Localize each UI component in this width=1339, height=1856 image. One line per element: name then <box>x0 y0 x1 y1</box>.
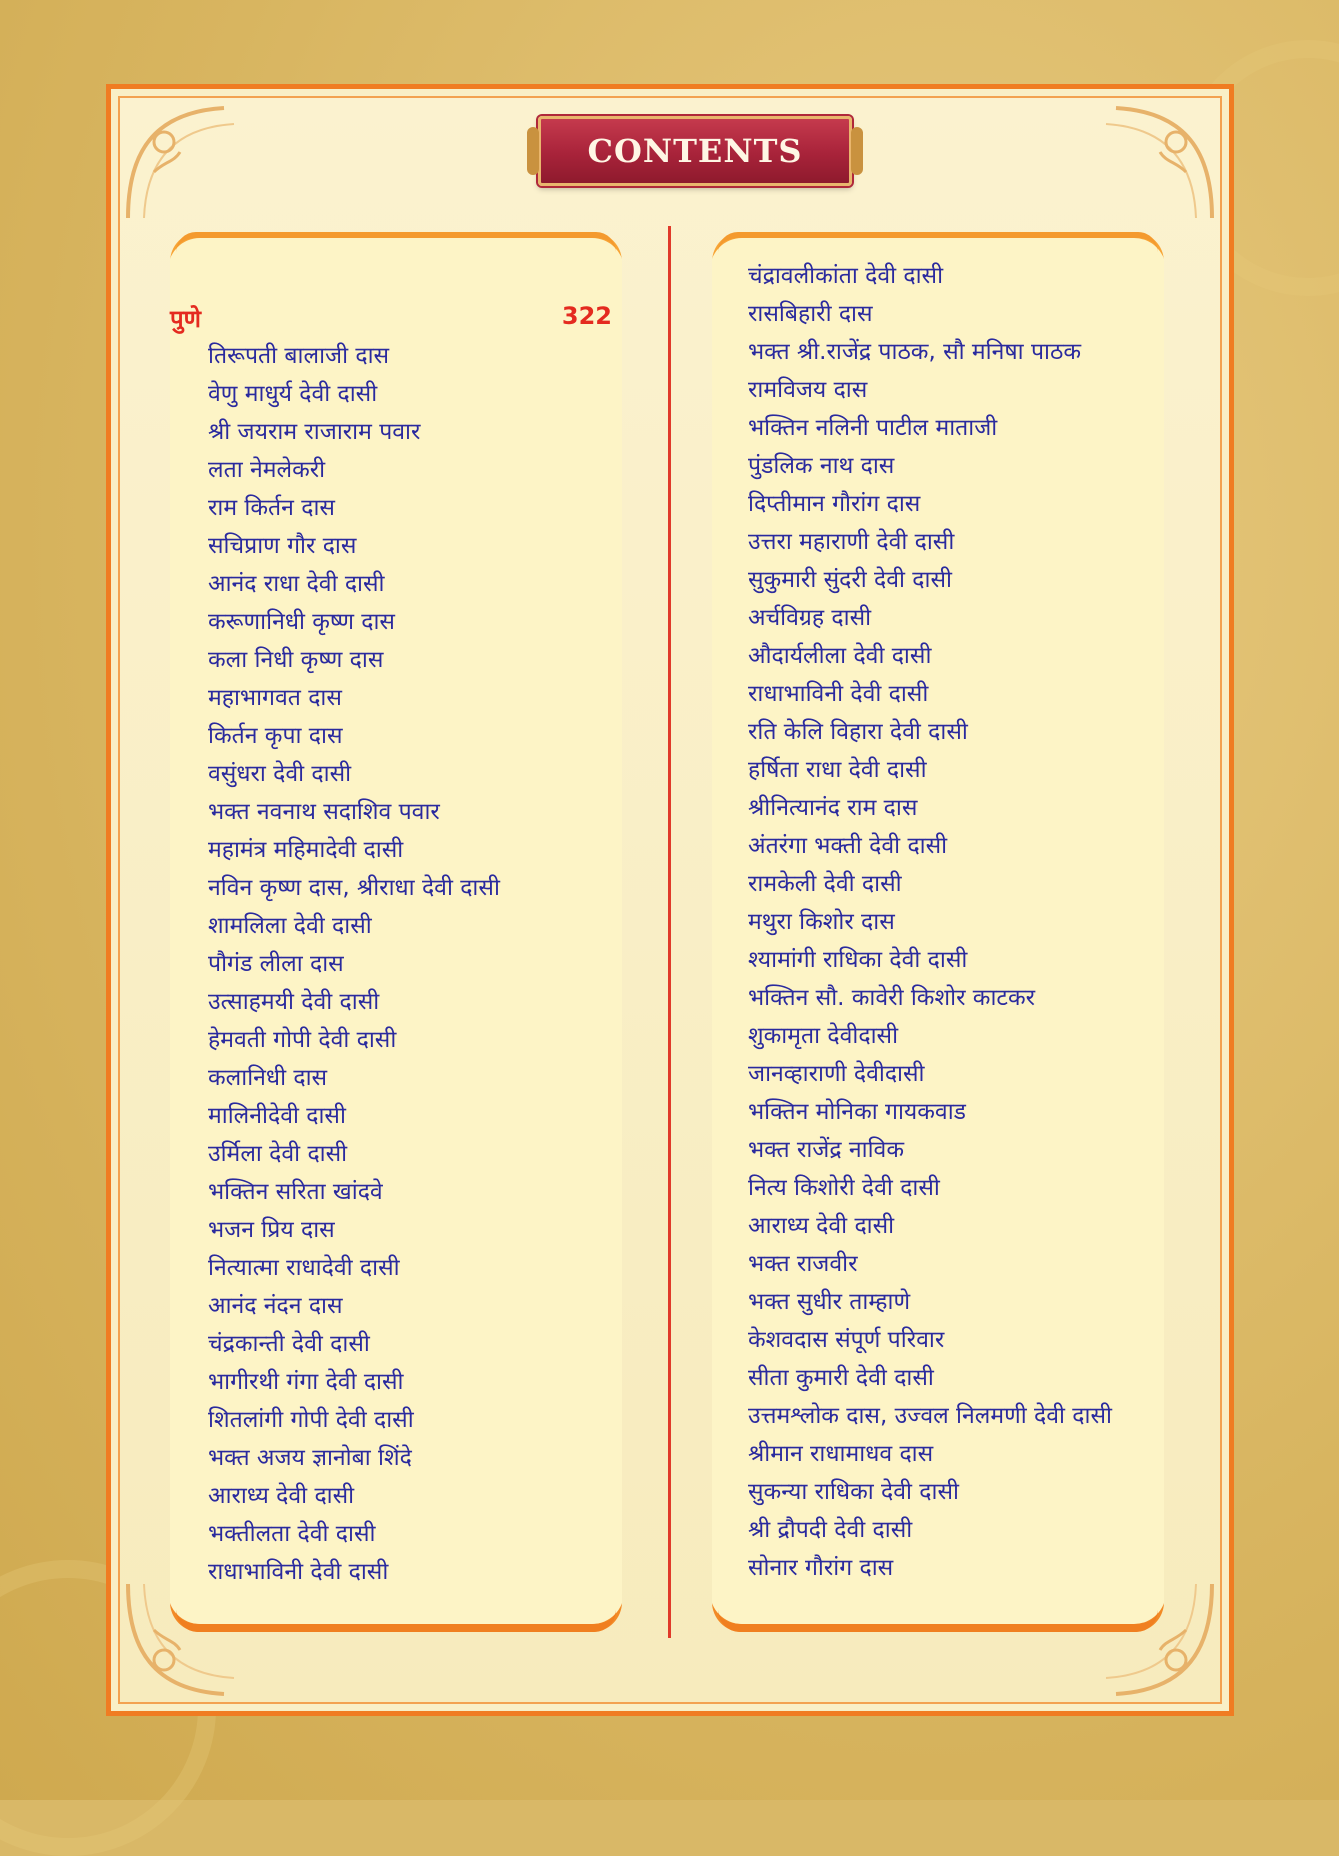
corner-ornament-icon <box>1096 102 1216 222</box>
contents-entry: रासबिहारी दास <box>748 301 873 327</box>
contents-entry: नित्य किशोरी देवी दासी <box>748 1175 940 1201</box>
contents-entry: श्यामांगी राधिका देवी दासी <box>748 947 968 973</box>
corner-ornament-icon <box>124 102 244 222</box>
contents-entry: हेमवती गोपी देवी दासी <box>208 1027 397 1053</box>
contents-entry: उर्मिला देवी दासी <box>208 1141 348 1167</box>
contents-entry: सुकुमारी सुंदरी देवी दासी <box>748 567 952 593</box>
right-entry-list <box>748 257 1112 1587</box>
contents-entry: रति केलि विहारा देवी दासी <box>748 719 968 745</box>
contents-entry: करूणानिधी कृष्ण दास <box>208 609 395 635</box>
section-title: पुणे <box>170 305 201 333</box>
contents-entry: भक्त अजय ज्ञानोबा शिंदे <box>208 1445 412 1471</box>
contents-entry: सोनार गौरांग दास <box>748 1555 894 1581</box>
contents-entry: नित्यात्मा राधादेवी दासी <box>208 1255 400 1281</box>
contents-entry: शितलांगी गोपी देवी दासी <box>208 1407 414 1433</box>
contents-entry: आराध्य देवी दासी <box>208 1483 355 1509</box>
contents-entry: आनंद नंदन दास <box>208 1293 343 1319</box>
plaque-cap-right <box>851 127 863 175</box>
contents-entry: भक्त नवनाथ सदाशिव पवार <box>208 799 440 825</box>
contents-entry: महाभागवत दास <box>208 685 342 711</box>
contents-entry: राधाभाविनी देवी दासी <box>748 681 929 707</box>
contents-entry: भक्तिन मोनिका गायकवाड <box>748 1099 966 1125</box>
contents-entry: चंद्रावलीकांता देवी दासी <box>748 263 944 289</box>
contents-entry: उत्तमश्लोक दास, उज्वल निलमणी देवी दासी <box>748 1403 1112 1429</box>
contents-entry: भजन प्रिय दास <box>208 1217 335 1243</box>
contents-entry: अंतरंगा भक्ती देवी दासी <box>748 833 948 859</box>
column-divider <box>668 226 671 1638</box>
contents-entry: तिरूपती बालाजी दास <box>208 343 390 369</box>
contents-entry: भक्त श्री.राजेंद्र पाठक, सौ मनिषा पाठक <box>748 339 1081 365</box>
contents-entry: सुकन्या राधिका देवी दासी <box>748 1479 959 1505</box>
contents-entry: महामंत्र महिमादेवी दासी <box>208 837 404 863</box>
contents-entry: पौगंड लीला दास <box>208 951 344 977</box>
contents-entry: वेणु माधुर्य देवी दासी <box>208 381 378 407</box>
contents-entry: श्रीमान राधामाधव दास <box>748 1441 934 1467</box>
contents-entry: श्री जयराम राजाराम पवार <box>208 419 421 445</box>
contents-entry: रामकेली देवी दासी <box>748 871 902 897</box>
page-title: CONTENTS <box>587 132 803 170</box>
section-page-number: 322 <box>561 302 612 330</box>
contents-entry: सीता कुमारी देवी दासी <box>748 1365 934 1391</box>
contents-entry: नविन कृष्ण दास, श्रीराधा देवी दासी <box>208 875 500 901</box>
contents-entry: उत्तरा महाराणी देवी दासी <box>748 529 955 555</box>
contents-entry: औदार्यलीला देवी दासी <box>748 643 932 669</box>
contents-entry: कलानिधी दास <box>208 1065 328 1091</box>
contents-entry: भक्तिन सौ. कावेरी किशोर काटकर <box>748 985 1036 1011</box>
contents-entry: शामलिला देवी दासी <box>208 913 372 939</box>
contents-entry: जानव्हाराणी देवीदासी <box>748 1061 925 1087</box>
contents-entry: राम किर्तन दास <box>208 495 335 521</box>
contents-entry: मालिनीदेवी दासी <box>208 1103 346 1129</box>
contents-entry: राधाभाविनी देवी दासी <box>208 1559 389 1585</box>
plaque-cap-left <box>527 127 539 175</box>
contents-entry: अर्चविग्रह दासी <box>748 605 872 631</box>
contents-entry: भक्त राजवीर <box>748 1251 858 1277</box>
contents-entry: वसुंधरा देवी दासी <box>208 761 352 787</box>
left-entry-list <box>208 337 500 1591</box>
contents-entry: मथुरा किशोर दास <box>748 909 895 935</box>
contents-entry: श्रीनित्यानंद राम दास <box>748 795 918 821</box>
contents-entry: पुंडलिक नाथ दास <box>748 453 895 479</box>
section-heading <box>170 302 612 332</box>
contents-entry: रामविजय दास <box>748 377 868 403</box>
contents-entry: लता नेमलेकरी <box>208 457 326 483</box>
contents-entry: हर्षिता राधा देवी दासी <box>748 757 927 783</box>
contents-entry: किर्तन कृपा दास <box>208 723 343 749</box>
contents-entry: भक्त राजेंद्र नाविक <box>748 1137 905 1163</box>
contents-entry: भक्त सुधीर ताम्हाणे <box>748 1289 911 1315</box>
contents-entry: सचिप्राण गौर दास <box>208 533 357 559</box>
contents-entry: कला निधी कृष्ण दास <box>208 647 384 673</box>
contents-title-plaque <box>538 116 852 186</box>
contents-entry: दिप्तीमान गौरांग दास <box>748 491 921 517</box>
contents-entry: भक्तिन सरिता खांदवे <box>208 1179 383 1205</box>
contents-entry: भक्तीलता देवी दासी <box>208 1521 376 1547</box>
contents-entry: भागीरथी गंगा देवी दासी <box>208 1369 404 1395</box>
contents-entry: चंद्रकान्ती देवी दासी <box>208 1331 370 1357</box>
contents-entry: आराध्य देवी दासी <box>748 1213 895 1239</box>
contents-entry: श्री द्रौपदी देवी दासी <box>748 1517 913 1543</box>
contents-entry: आनंद राधा देवी दासी <box>208 571 385 597</box>
contents-entry: भक्तिन नलिनी पाटील माताजी <box>748 415 998 441</box>
contents-entry: केशवदास संपूर्ण परिवार <box>748 1327 945 1353</box>
contents-entry: शुकामृता देवीदासी <box>748 1023 899 1049</box>
contents-entry: उत्साहमयी देवी दासी <box>208 989 380 1015</box>
